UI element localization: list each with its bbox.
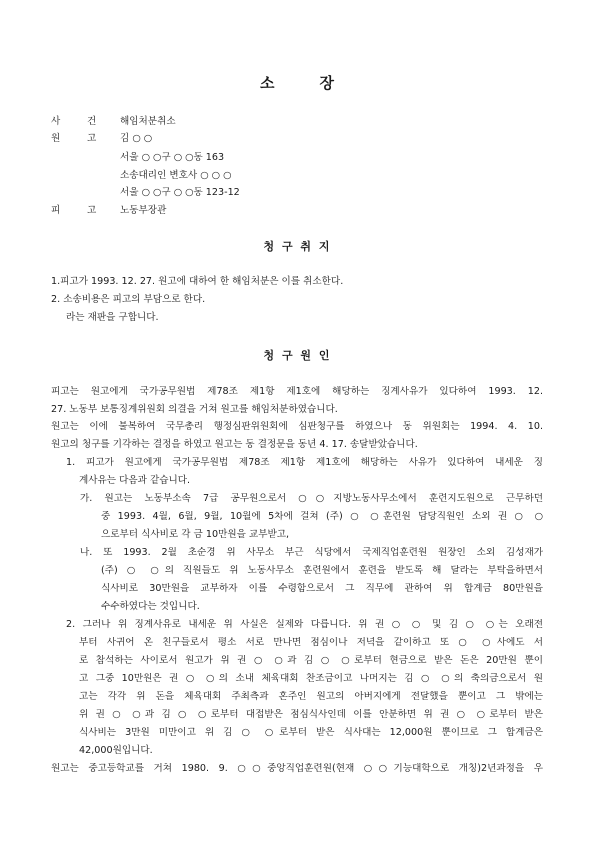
- defendant-label-2: 고: [87, 205, 97, 216]
- cause-line-13: 수수하였다는 것입니다.: [101, 601, 200, 612]
- cause-line-15: 부터 사귀어 온 친구들로서 평소 서로 만나면 점심이나 저녁을 같이하고 또 ○ ○사에도 서: [79, 637, 543, 648]
- plaintiff-address: 서울 ○ ○구 ○ ○동 163: [120, 152, 225, 163]
- cause-line-5: 1. 피고가 원고에게 국가공무원법 제78조 제1항 제1호에 해당하는 사유가 있다하여 내세운 징: [66, 457, 543, 468]
- plaintiff-name: 김 ○ ○: [120, 133, 153, 144]
- claim-purpose-line-3: 라는 재판을 구합니다.: [66, 312, 159, 323]
- cause-line-14: 2. 그러나 위 징계사유로 내세운 위 사실은 실제와 다릅니다. 위 권 ○ ○ 및 김 ○ ○는 오래전: [66, 619, 543, 630]
- defendant-label-1: 피: [51, 205, 61, 216]
- cause-line-3: 원고는 이에 불복하여 국무총리 행정심판위원회에 심판청구를 하였으나 동 위원회는 1994. 4. 10.: [51, 421, 543, 432]
- cause-line-19: 위 권 ○ ○과 김 ○ ○로부터 대접받은 점심식사인데 이를 안분하면 위 권 ○ ○로부터 받은: [79, 709, 543, 720]
- claim-purpose-line-1: 1.피고가 1993. 12. 27. 원고에 대하여 한 해임처분은 이를 취소한다.: [51, 276, 344, 287]
- cause-line-16: 로 참석하는 사이로서 원고가 위 권 ○ ○과 김 ○ ○로부터 현금으로 받은 돈은 20만원 뿐이: [79, 655, 543, 666]
- claim-purpose-line-2: 2. 소송비용은 피고의 부담으로 한다.: [51, 294, 206, 305]
- cause-line-1: 피고는 원고에게 국가공무원법 제78조 제1항 제1호에 해당하는 징계사유가 있다하여 1993. 12.: [51, 386, 543, 397]
- cause-line-2: 27. 노동부 보통징계위원회 의결을 거쳐 원고를 해임처분하였습니다.: [51, 404, 338, 415]
- title-char-1: 소: [260, 74, 276, 92]
- claim-purpose-heading: 청 구 취 지: [263, 240, 332, 253]
- page-title: [0, 72, 595, 93]
- cause-line-18: 고는 각각 위 돈을 체육대회 주최측과 혼주인 원고의 아버지에게 전달했을 뿐이고 그 밖에는: [79, 691, 543, 702]
- cause-line-4: 원고의 청구를 기각하는 결정을 하였고 원고는 동 결정문을 동년 4. 17. 송달받았습니다.: [51, 439, 418, 450]
- plaintiff-label-1: 원: [51, 133, 61, 144]
- cause-line-22: 원고는 중고등학교를 거쳐 1980. 9. ○○중앙직업훈련원(현재 ○○기능대학으로 개칭)2년과정을 우: [51, 763, 543, 774]
- cause-line-17: 고 그중 10만원은 권 ○ ○의 소내 체육대회 찬조금이고 나머지는 김 ○ ○의 축의금으로서 원: [79, 673, 543, 684]
- cause-line-8: 중 1993. 4월, 6월, 9월, 10월에 5차에 걸쳐 (주) ○ ○훈련원 담당직원인 소외 권 ○ ○: [101, 511, 543, 522]
- cause-line-11: (주) ○ ○의 직원들도 위 노동사무소 훈련원에서 훈련을 받도록 해 달라는 부탁을하면서: [101, 565, 543, 576]
- cause-line-6: 계사유는 다음과 같습니다.: [79, 475, 191, 486]
- cause-line-9: 으로부터 식사비로 각 금 10만원을 교부받고,: [101, 529, 290, 540]
- case-value: 해임처분취소: [120, 116, 176, 127]
- claim-cause-heading: 청 구 원 인: [263, 349, 332, 362]
- cause-line-10: 나. 또 1993. 2월 초순경 위 사무소 부근 식당에서 국제직업훈련원 원장인 소외 김성재가: [80, 547, 543, 558]
- case-label-1: 사: [51, 116, 61, 127]
- cause-line-20: 식사비는 3만원 미만이고 위 김 ○ ○로부터 받은 식사대는 12,000원 뿐이므로 그 합계금은: [79, 727, 543, 738]
- case-label-2: 건: [87, 116, 97, 127]
- defendant-name: 노동부장관: [120, 205, 167, 216]
- title-char-2: 장: [319, 74, 335, 92]
- attorney: 소송대리인 변호사 ○ ○ ○: [120, 170, 232, 181]
- cause-line-12: 식사비로 30만원을 교부하자 이를 수령함으로서 그 직무에 관하여 위 합계금 80만원을: [101, 583, 543, 594]
- attorney-address: 서울 ○ ○구 ○ ○동 123-12: [120, 187, 240, 198]
- cause-line-7: 가. 원고는 노동부소속 7급 공무원으로서 ○○지방노동사무소에서 훈련지도원으로 근무하던: [80, 493, 543, 504]
- plaintiff-label-2: 고: [87, 133, 97, 144]
- cause-line-21: 42,000원입니다.: [79, 745, 153, 756]
